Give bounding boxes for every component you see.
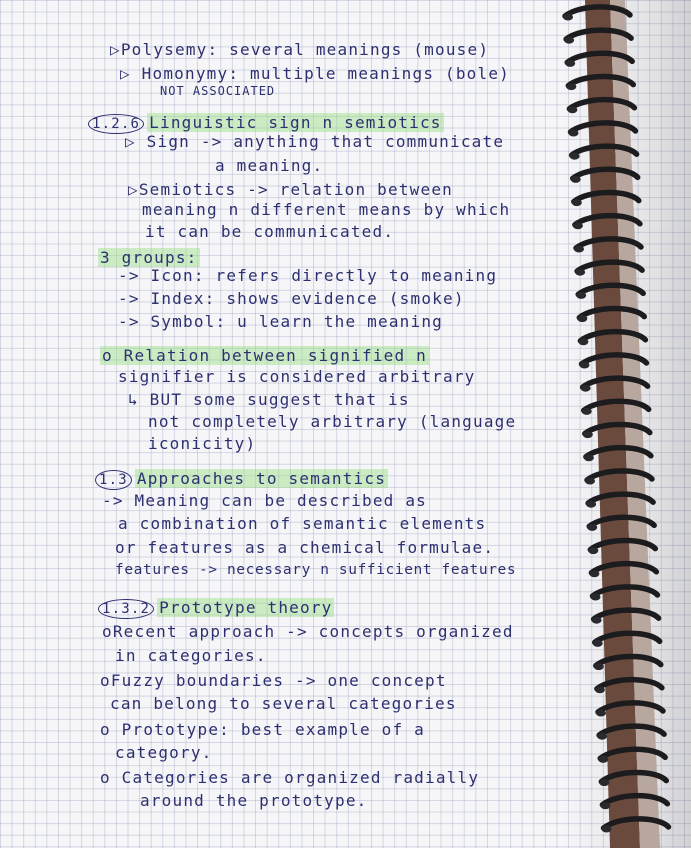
punch-hole xyxy=(591,594,601,601)
punch-hole xyxy=(595,686,605,693)
note-semiotics-cont2: it can be communicated. xyxy=(145,222,395,241)
punch-hole xyxy=(582,408,592,415)
note-in-categories: in categories. xyxy=(115,646,267,665)
note-icon: -> Icon: refers directly to meaning xyxy=(118,266,498,285)
note-recent-approach: oRecent approach -> concepts organized xyxy=(102,622,514,641)
heading-approaches: 1.3 Approaches to semantics xyxy=(95,469,388,490)
note-semiotics: ▷Semiotics -> relation between xyxy=(128,180,453,199)
note-can-belong: can belong to several categories xyxy=(110,694,457,713)
heading-prototype-theory: 1.3.2 Prototype theory xyxy=(98,598,334,619)
punch-hole xyxy=(577,315,587,322)
note-around-prototype: around the prototype. xyxy=(140,791,368,810)
punch-hole xyxy=(573,222,583,229)
note-index: -> Index: shows evidence (smoke) xyxy=(118,289,465,308)
punch-hole xyxy=(574,246,584,253)
punch-hole xyxy=(585,478,595,485)
note-relation-cont: signifier is considered arbitrary xyxy=(118,367,476,386)
note-prototype-best: o Prototype: best example of a xyxy=(100,720,425,739)
note-homonymy: ▷ Homonymy: multiple meanings (bole) xyxy=(120,64,510,83)
note-not-associated: NOT ASSOCIATED xyxy=(160,84,276,98)
section-number: 1.3.2 xyxy=(98,599,154,619)
punch-hole xyxy=(563,14,573,21)
note-sign: ▷ Sign -> anything that communicate xyxy=(125,132,505,151)
note-three-groups: 3 groups: xyxy=(100,248,198,267)
note-relation: o Relation between signified n xyxy=(102,346,427,365)
section-number: 1.2.6 xyxy=(88,114,144,134)
note-iconicity: iconicity) xyxy=(148,434,257,453)
punch-hole xyxy=(597,733,607,740)
punch-hole xyxy=(584,454,594,461)
note-sign-cont: a meaning. xyxy=(215,156,324,175)
note-features-formulae: or features as a chemical formulae. xyxy=(115,538,495,557)
note-features-sufficient: features -> necessary n sufficient features xyxy=(115,562,517,578)
punch-hole xyxy=(576,292,586,299)
punch-hole xyxy=(587,524,597,531)
punch-hole xyxy=(581,385,591,392)
note-but-some: ↳ BUT some suggest that is xyxy=(128,390,410,409)
punch-hole xyxy=(567,106,577,113)
punch-hole xyxy=(578,338,588,345)
note-symbol: -> Symbol: u learn the meaning xyxy=(118,312,443,331)
note-polysemy: ▷Polysemy: several meanings (mouse) xyxy=(110,40,490,59)
punch-hole xyxy=(593,640,603,647)
punch-hole xyxy=(589,570,599,577)
note-category: category. xyxy=(115,743,213,762)
punch-hole xyxy=(583,431,593,438)
punch-hole xyxy=(602,826,612,833)
punch-hole xyxy=(571,176,581,183)
punch-hole xyxy=(592,617,602,624)
note-combination: a combination of semantic elements xyxy=(118,514,487,533)
punch-hole xyxy=(600,802,610,809)
note-meaning-described: -> Meaning can be described as xyxy=(102,491,427,510)
punch-hole xyxy=(569,130,579,137)
punch-hole xyxy=(588,547,598,554)
note-categories-radially: o Categories are organized radially xyxy=(100,768,480,787)
punch-hole xyxy=(575,269,585,276)
punch-hole xyxy=(570,153,580,160)
punch-hole xyxy=(580,362,590,369)
heading-linguistic-sign: 1.2.6 Linguistic sign n semiotics xyxy=(88,113,444,134)
punch-hole xyxy=(566,83,576,90)
punch-hole xyxy=(564,37,574,44)
punch-hole xyxy=(565,60,575,67)
section-number: 1.3 xyxy=(95,470,132,490)
punch-hole xyxy=(599,779,609,786)
punch-hole xyxy=(596,710,606,717)
punch-hole xyxy=(586,501,596,508)
note-fuzzy-boundaries: oFuzzy boundaries -> one concept xyxy=(100,671,447,690)
note-semiotics-cont1: meaning n different means by which xyxy=(142,200,511,219)
punch-hole xyxy=(594,663,604,670)
punch-hole xyxy=(598,756,608,763)
note-not-arbitrary: not completely arbitrary (language xyxy=(148,412,517,431)
punch-hole xyxy=(572,199,582,206)
